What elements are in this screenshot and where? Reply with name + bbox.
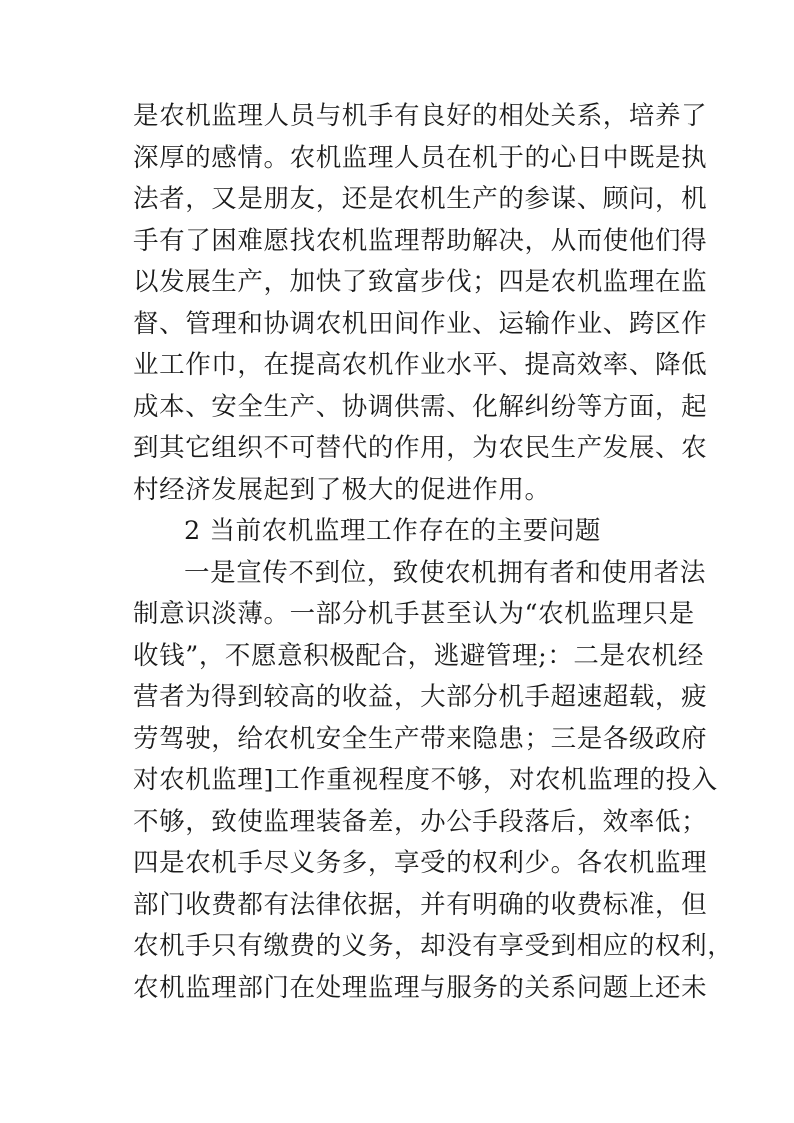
section-heading: 2 当前农机监理工作存在的主要问题 bbox=[184, 516, 602, 546]
text-line: 部门收费都有法律依据，并有明确的收费标准，但 bbox=[133, 889, 708, 920]
text-line: 营者为得到较高的收益，大部分机手超速超载，疲 bbox=[133, 682, 708, 712]
text-line: 收钱”，不愿意积极配合，逃避管理;：二是农机经 bbox=[133, 640, 704, 671]
text-line: 不够，致使监理装备差，办公手段落后，效率低； bbox=[133, 806, 708, 837]
text-line: 是农机监理人员与机手有良好的相处关系，培养了 bbox=[133, 101, 708, 131]
text-line: 深厚的感情。农机监理人员在机于的心日中既是执 bbox=[133, 142, 708, 173]
text-line: 四是农机手尽义务多，享受的权利少。各农机监理 bbox=[133, 848, 708, 878]
text-line: 劳驾驶，给农机安全生产带来隐患；三是各级政府 bbox=[133, 723, 708, 754]
text-line: 业工作巾，在提高农机作业水平、提高效率、降低 bbox=[133, 350, 708, 380]
text-line: 法者，又是朋友，还是农机生产的参谋、顾问，机 bbox=[133, 184, 708, 214]
text-line: 一是宣传不到位，致使农机拥有者和使用者法 bbox=[184, 557, 707, 588]
text-line: 到其它组织不可替代的作用，为农民生产发展、农 bbox=[133, 433, 708, 463]
text-line: 手有了困难愿找农机监理帮助解决，从而使他们得 bbox=[133, 225, 708, 256]
text-line: 村经济发展起到了极大的促进作用。 bbox=[133, 474, 551, 505]
text-line: 制意识淡薄。一部分机手甚至认为“农机监理只是 bbox=[133, 599, 695, 629]
text-line: 农机监理部门在处理监理与服务的关系问题上还未 bbox=[133, 972, 708, 1003]
text-line: 农机手只有缴费的义务，却没有享受到相应的权利， bbox=[133, 931, 734, 961]
text-line: 以发展生产，加快了致富步伐；四是农机监理在监 bbox=[133, 267, 708, 297]
text-line: 成本、安全生产、协调供需、化解纠纷等方面，起 bbox=[133, 391, 708, 422]
body-text bbox=[133, 96, 734, 1009]
text-line: 督、管理和协调农机田间作业、运输作业、跨区作 bbox=[133, 308, 708, 339]
text-line: 对农机监理]工作重视程度不够，对农机监理的投入 bbox=[133, 765, 718, 795]
